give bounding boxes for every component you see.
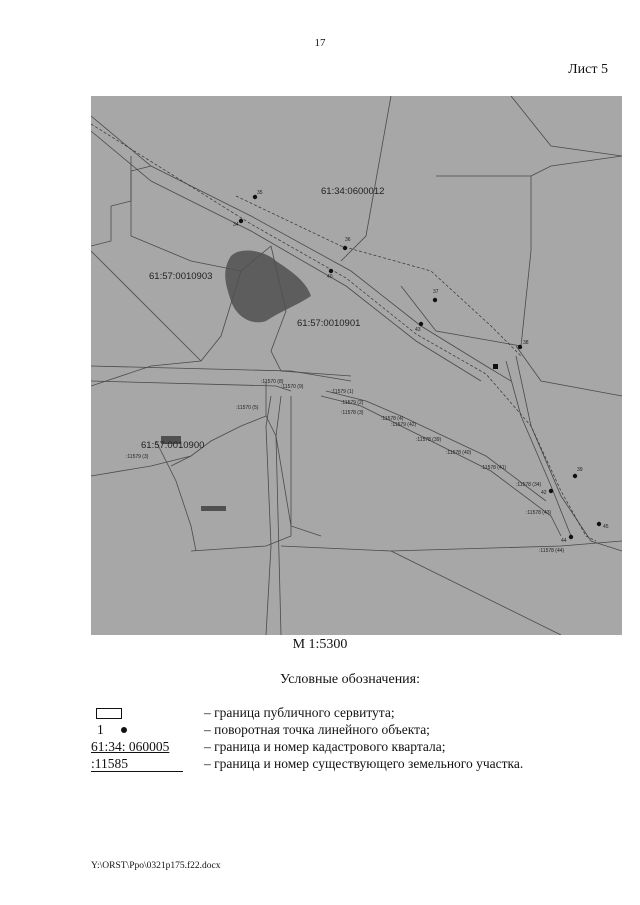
legend-item-servitude [91,705,631,722]
quarter-label: 61:57:0010900 [141,440,205,451]
legend-text: – граница и номер существующего земельного участка. [204,756,524,771]
point-label: 39 [577,467,583,473]
legend-point-label: 1 [97,722,104,737]
legend-quarter-label: 61:34: 060005 [91,739,170,754]
point-label: 42 [541,490,547,496]
legend-item-parcel [91,756,631,773]
legend [91,705,631,773]
point-label: 34 [233,222,239,228]
point-label: 36 [345,237,351,243]
point-label: 40 [327,274,333,280]
turning-point-icon [91,722,201,739]
parcel-label: :11578 (44) [539,548,565,554]
parcel-label: :11578 (41) [481,465,507,471]
parcel-label: :11579 (42) [391,422,417,428]
point-number-labels [233,190,609,544]
parcel-label: :11579 (1) [331,389,354,395]
parcel-label: :11578 (40) [446,450,472,456]
parcel-label: :11578 (3) [341,410,364,416]
map-scale: М 1:5300 [292,637,348,652]
parcel-label: :11570 (8) [261,379,284,385]
point-label: 45 [603,524,609,530]
parcel-label: :11578 (4) [381,416,404,422]
parcel-label: :11578 (34) [516,482,542,488]
map-labels [91,96,622,635]
legend-text: – граница публичного сервитута; [204,705,395,720]
servitude-rectangle-icon [91,705,201,722]
parcel-label: :11578 (43) [526,510,552,516]
legend-item-quarter [91,739,631,756]
legend-item-turning-point [91,722,631,739]
legend-title: Условные обозначения: [279,672,421,687]
parcel-number-labels [126,379,565,554]
page-number: 17 [314,37,326,49]
parcel-label: :11579 (3) [126,454,149,460]
legend-text: – граница и номер кадастрового квартала; [204,739,446,754]
cadastral-map[interactable] [91,96,622,635]
point-label: 35 [257,190,263,196]
point-label: 38 [523,340,529,346]
quarter-label: 61:34:0600012 [321,186,385,197]
sheet-label: Лист 5 [568,62,608,77]
point-label: 37 [433,289,439,295]
parcel-label: :11579 (2) [341,400,364,406]
parcel-label: :11578 (39) [416,437,442,443]
legend-parcel-label: :11585 [91,756,183,772]
quarter-label: 61:57:0010903 [149,271,213,282]
parcel-label: :11570 (9) [281,384,304,390]
legend-text: – поворотная точка линейного объекта; [204,722,430,737]
quarter-label: 61:57:0010901 [297,318,361,329]
point-label: 43 [415,327,421,333]
footer-file-path: Y:\ORST\Ppo\0321p175.f22.docx [91,861,221,871]
point-label: 44 [561,538,567,544]
parcel-label: :11570 (5) [236,405,259,411]
